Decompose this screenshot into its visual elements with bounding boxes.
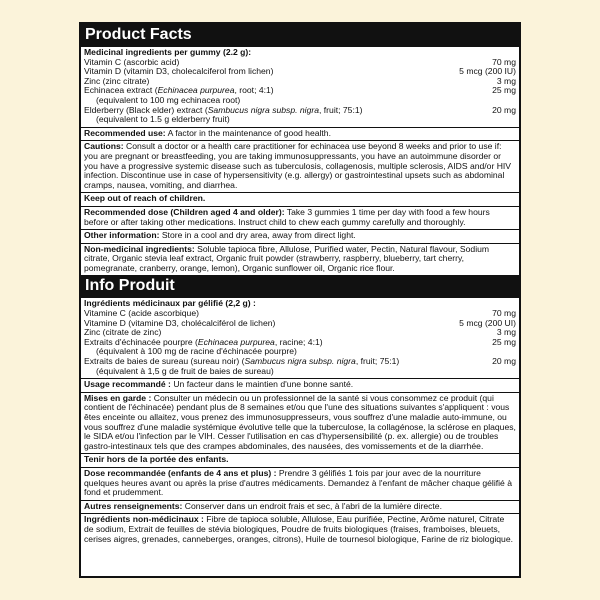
fr-other-information: Autres renseignements: Conserver dans un endroit frais et sec, à l'abri de la lumière directe. (81, 500, 519, 514)
fr-cautions: Mises en garde : Consulter un médecin ou un professionnel de la santé si vous consommez ce produit (qui contient de l'échinacée) pendant plus de 8 semaines et/ou que l'une des situations suivantes s'appliquent : vous êtes enceinte ou allaitez, vous prenez des immunosuppresseurs, vous souffrez d'une maladie auto-immune, ou vous souffrez d'une maladie systémique évolutive telle que la tuberculose, la collagénose, la sclérose en plaques, le SIDA et/ou l'infection par le VIH. Cesser l'utilisation en cas d'hypersensibilité (p. ex. allergie) ou de troubles gastro-intestinaux tels que des crampes abdominales, des nausées, des vomissements et de la diarrhée. (81, 392, 519, 454)
en-recommended-dose: Recommended dose (Children aged 4 and older): Take 3 gummies 1 time per day with food a few hours before or after taking other medications. Instruct child to chew each gummy carefully and thoroughly. (81, 206, 519, 229)
fr-recommended-use: Usage recommandé : Un facteur dans le maintien d'une bonne santé. (81, 378, 519, 392)
english-header: Product Facts (81, 24, 519, 46)
en-medicinal-ingredients (81, 46, 519, 127)
en-non-medicinal-ingredients: Non-medicinal ingredients: Soluble tapioca fibre, Allulose, Purified water, Pectin, Natural flavour, Sodium citrate, Organic stevia leaf extract, Organic fruit powder (strawberry, raspberry, blueberry, tart cherry, pomegranate, cranberry, orange, lemon), Organic sunflower oil, Organic rice flour. (81, 243, 519, 276)
fr-non-medicinal-ingredients: Ingrédients non-médicinaux : Fibre de tapioca soluble, Allulose, Eau purifiée, Pectine, Arôme naturel, Citrate de sodium, Extrait de feuilles de stévia biologiques, Poudre de fruits biologiques (fraises, framboises, bleuets, cerises aigres, grenades, canneberges, oranges, citrons), Huile de tournesol biologique, Farine de riz biologique. (81, 513, 519, 546)
product-facts-panel (79, 22, 521, 578)
fr-medicinal-ingredients (81, 297, 519, 378)
fr-ingredient-equivalent: (équivalent à 100 mg de racine d'échinacée pourpre) (96, 346, 297, 357)
en-ingredient-row: Echinacea extract (Echinacea purpurea, root; 4:1) 25 mg (84, 85, 516, 96)
fr-ingredients-heading: Ingrédients médicinaux par gélifié (2,2 g) : (84, 298, 256, 309)
en-ingredient-equivalent: (equivalent to 100 mg echinacea root) (96, 94, 241, 105)
en-recommended-use: Recommended use: A factor in the maintenance of good health. (81, 127, 519, 141)
fr-ingredient-row: Vitamine D (vitamine D3, cholécalciférol de lichen) 5 mcg (200 UI) (84, 317, 516, 328)
en-keep-out-of-reach: Keep out of reach of children. (81, 192, 519, 206)
en-cautions: Cautions: Consult a doctor or a health care practitioner for echinacea use beyond 8 weeks and prior to use if: you are pregnant or breastfeeding, you are taking immunosuppressants, you have an autoimmune disorder or you have a progressive systemic disease such as tuberculosis, collagenosis, multiple sclerosis, AIDS and/or HIV infection. Discontinue use in case of hypersensitivity (e.g. allergy) or gastrointestinal upsets such as abdominal cramps, nausea, vomiting, and diarrhea. (81, 140, 519, 192)
en-ingredient-row: Vitamin C (ascorbic acid) 70 mg (84, 56, 516, 67)
en-ingredient-equivalent: (equivalent to 1.5 g elderberry fruit) (96, 114, 230, 125)
fr-ingredient-row: Extraits d'échinacée pourpre (Echinacea purpurea, racine; 4:1) 25 mg (84, 336, 516, 347)
fr-recommended-dose: Dose recommandée (enfants de 4 ans et plus) : Prendre 3 gélifiés 1 fois par jour avec de la nourriture quelques heures avant ou après la prise d'autres médicaments. Demandez à l'enfant de mâcher chaque gélifié à fond et prudemment. (81, 467, 519, 500)
fr-ingredient-row: Extraits de baies de sureau (sureau noir) (Sambucus nigra subsp. nigra, fruit; 75:1) 20 mg (84, 356, 516, 367)
fr-keep-out-of-reach: Tenir hors de la portée des enfants. (81, 453, 519, 467)
fr-ingredient-row: Vitamine C (acide ascorbique) 70 mg (84, 308, 516, 319)
fr-ingredient-equivalent: (équivalent à 1,5 g de fruit de baies de sureau) (96, 365, 274, 376)
en-ingredient-row: Elderberry (Black elder) extract (Sambucus nigra subsp. nigra, fruit; 75:1) 20 mg (84, 104, 516, 115)
en-other-information: Other information: Store in a cool and dry area, away from direct light. (81, 229, 519, 243)
en-ingredient-row: Zinc (zinc citrate) 3 mg (84, 75, 516, 86)
french-header: Info Produit (81, 275, 519, 297)
fr-ingredient-row: Zinc (citrate de zinc) 3 mg (84, 327, 516, 338)
en-ingredient-row: Vitamin D (vitamin D3, cholecalciferol from lichen) 5 mcg (200 IU) (84, 66, 516, 77)
en-ingredients-heading: Medicinal ingredients per gummy (2.2 g): (84, 47, 252, 57)
